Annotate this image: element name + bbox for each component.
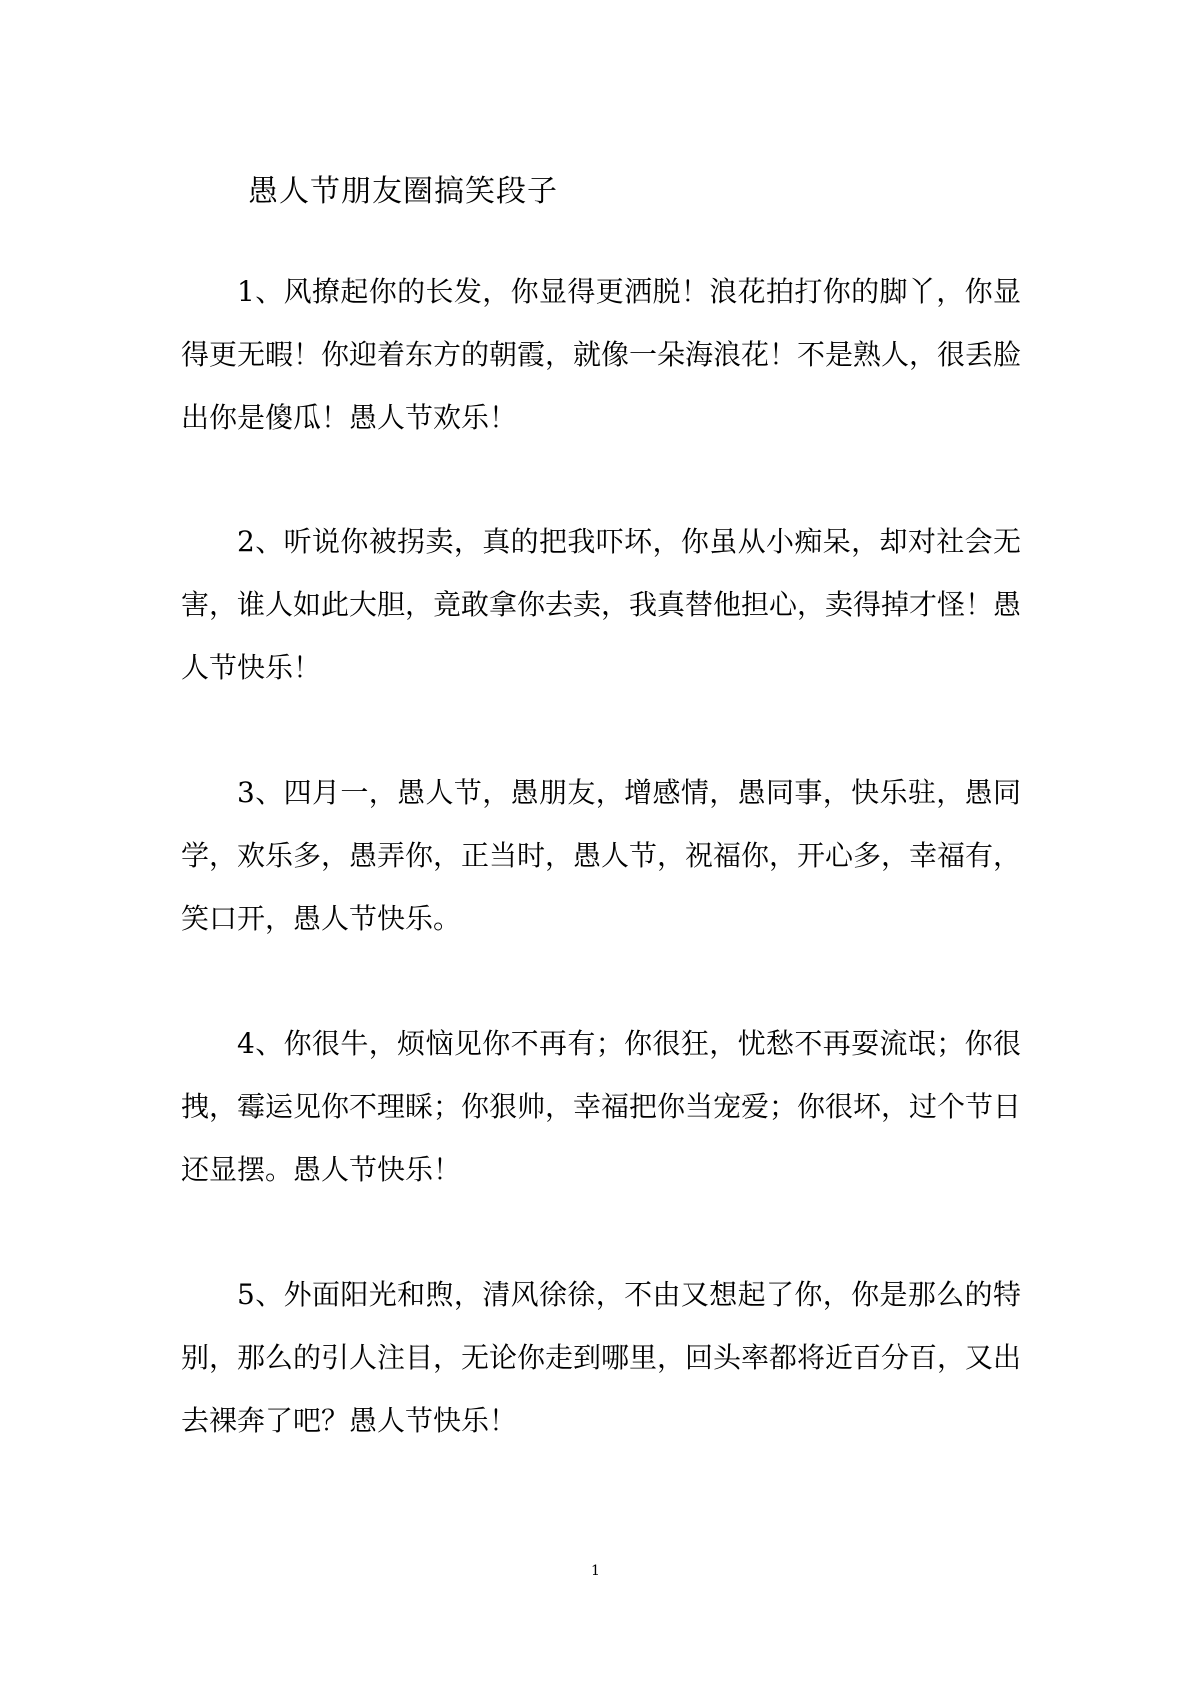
document-title: 愚人节朋友圈搞笑段子 <box>248 174 558 209</box>
paragraph-1: 1、风撩起你的长发，你显得更洒脱！浪花拍打你的脚丫，你显得更无暇！你迎着东方的朝霞，就像一朵海浪花！不是熟人，很丢脸出你是傻瓜！愚人节欢乐！ <box>181 275 1022 434</box>
page-number: 1 <box>591 1563 600 1579</box>
paragraph-5: 5、外面阳光和煦，清风徐徐，不由又想起了你，你是那么的特别，那么的引人注目，无论你走到哪里，回头率都将近百分百，又出去裸奔了吧？愚人节快乐！ <box>181 1278 1022 1437</box>
paragraph-2: 2、听说你被拐卖，真的把我吓坏，你虽从小痴呆，却对社会无害，谁人如此大胆，竟敢拿你去卖，我真替他担心，卖得掉才怪！愚人节快乐！ <box>181 525 1022 684</box>
paragraph-4: 4、你很牛，烦恼见你不再有；你很狂，忧愁不再耍流氓；你很拽，霉运见你不理睬；你狠帅，幸福把你当宠爱；你很坏，过个节日还显摆。愚人节快乐！ <box>181 1027 1022 1186</box>
paragraph-3: 3、四月一，愚人节，愚朋友，增感情，愚同事，快乐驻，愚同学，欢乐多，愚弄你，正当时，愚人节，祝福你，开心多，幸福有，笑口开，愚人节快乐。 <box>181 776 1022 935</box>
